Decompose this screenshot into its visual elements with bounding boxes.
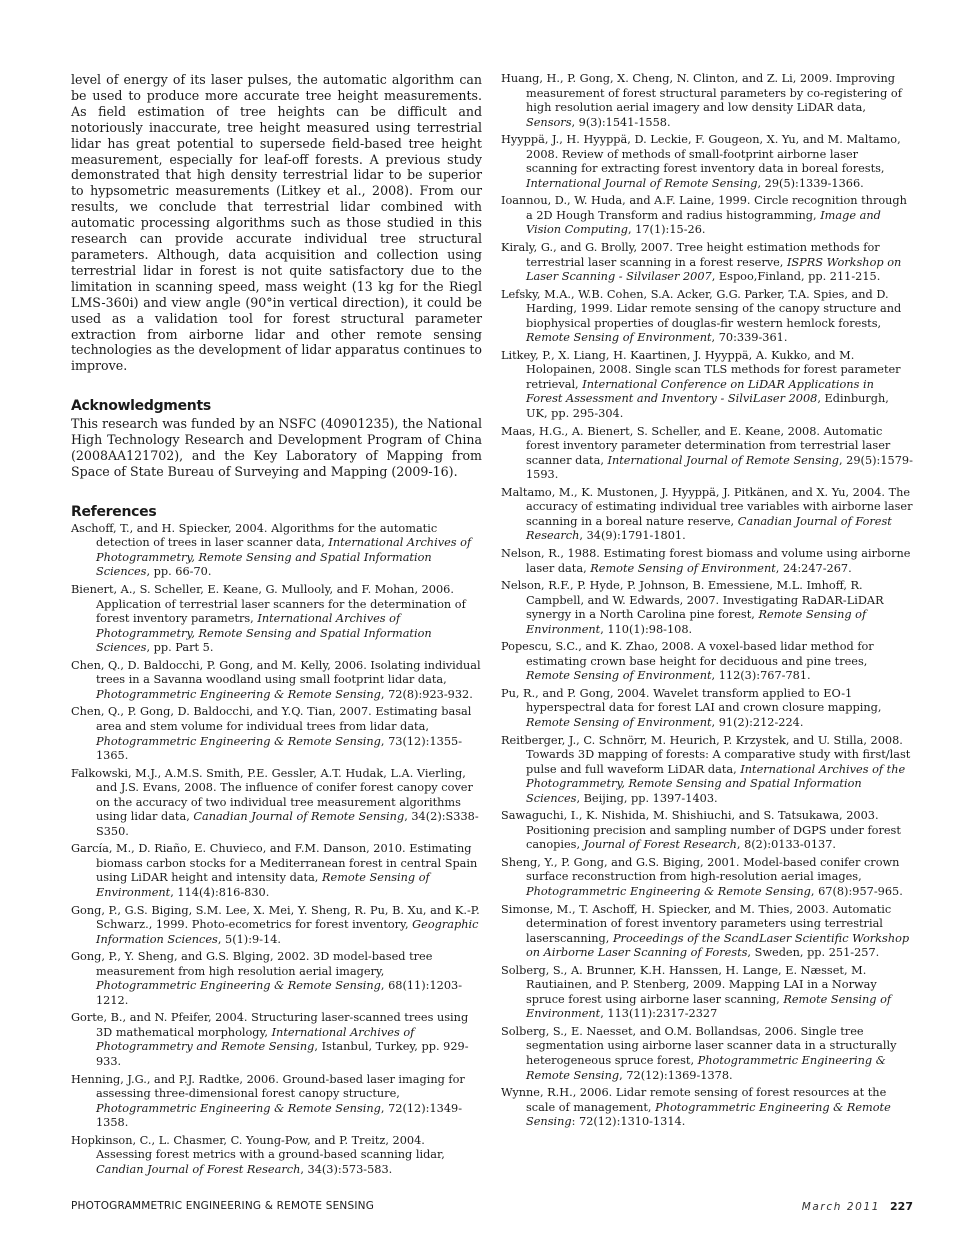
reference-item (71, 1011, 482, 1069)
reference-source: International Archives of the Photogrammetry, Remote Sensing and Spatial Information Sciences (526, 762, 906, 805)
references-heading: References (71, 503, 157, 520)
reference-text: Henning, J.G., and P.J. Radtke, 2006. Ground-based laser imaging for assessing three-dimensional forest canopy structure, (71, 1072, 465, 1101)
reference-item (71, 842, 482, 900)
reference-text: Nelson, R.F., P. Hyde, P. Johnson, B. Emessiene, M.L. Imhoff, R. Campbell, and W. Edwards, 2007. Investigating RaDAR-LiDAR synergy in a North Carolina pine forest, (501, 579, 884, 622)
reference-item (71, 767, 482, 840)
reference-item (501, 903, 913, 961)
reference-text: Hopkinson, C., L. Chasmer, C. Young-Pow, and P. Treitz, 2004. Assessing forest metrics with a ground-based scanning lidar, (71, 1133, 445, 1162)
reference-item (71, 904, 482, 948)
reference-source: Remote Sensing of Environment (526, 331, 712, 345)
reference-text: , 67(8):957-965. (810, 884, 903, 898)
reference-source: ISPRS Workshop on Laser Scanning - Silvilaser 2007 (526, 255, 902, 284)
reference-text: , 114(4):816-830. (170, 885, 270, 899)
reference-text: , Beijing, pp. 1397-1403. (576, 791, 718, 805)
reference-text: , 68(11):1203-1212. (96, 979, 463, 1007)
reference-item (501, 964, 913, 1022)
reference-text: , 34(2):S338-S350. (96, 810, 479, 838)
reference-text: Gong, P., G.S. Biging, S.M. Lee, X. Mei, Y. Sheng, R. Pu, B. Xu, and K.-P. Schwarz., 1999. Photo-ecometrics for forest inventory, (71, 903, 480, 932)
reference-text: , 112(3):767-781. (711, 669, 811, 683)
reference-source: Remote Sensing of Environment (526, 992, 892, 1021)
reference-text: , 17(1):15-26. (627, 223, 706, 237)
reference-text: Nelson, R., 1988. Estimating forest biomass and volume using airborne laser data, (501, 546, 911, 575)
footer-date: March 2011 (801, 1201, 881, 1213)
reference-source: International Archives of Photogrammetry, Remote Sensing and Spatial Information Sciences (96, 536, 472, 579)
reference-source: International Archives of Photogrammetry and Remote Sensing (96, 1025, 415, 1054)
reference-source: International Archives of Photogrammetry, Remote Sensing and Spatial Information Sciences (96, 612, 432, 655)
reference-item (501, 579, 913, 637)
reference-source: Photogrammetric Engineering & Remote Sensing (96, 687, 381, 701)
reference-source: Geographic Information Sciences (96, 918, 479, 946)
reference-source: Photogrammetric Engineering & Remote Sensing (526, 884, 811, 898)
reference-text: Bienert, A., S. Scheller, E. Keane, G. Mullooly, and F. Mohan, 2006. Application of terrestrial laser scanners for the determination of forest inventory parametrs, (71, 583, 466, 626)
reference-source: Journal of Forest Research (583, 838, 737, 852)
reference-text: , pp. Part 5. (146, 641, 214, 655)
reference-text: , 113(11):2317-2327 (600, 1007, 718, 1021)
reference-text: Huang, H., P. Gong, X. Cheng, N. Clinton, and Z. Li, 2009. Improving measurement of forest structural parameters by co-registering of high resolution aerial imagery and low density LiDAR data, (501, 72, 902, 115)
reference-text: García, M., D. Riaño, E. Chuvieco, and F.M. Danson, 2010. Estimating biomass carbon stocks for a Mediterranean forest in central Spain using LiDAR height and intensity data, (71, 842, 478, 885)
reference-item (501, 1086, 913, 1130)
reference-item (501, 425, 913, 483)
references-list-right (501, 72, 913, 1130)
reference-source: Remote Sensing of Environment (526, 669, 712, 683)
reference-source: Sensors (526, 115, 572, 129)
page-number: 227 (890, 1200, 913, 1213)
reference-item (501, 486, 913, 544)
reference-item (501, 288, 913, 346)
acknowledgments-heading: Acknowledgments (71, 398, 211, 415)
reference-text: , 72(12):1349-1358. (96, 1101, 463, 1130)
reference-text: Chen, Q., D. Baldocchi, P. Gong, and M. Kelly, 2006. Isolating individual trees in a Savanna woodland using small footprint lidar data, (71, 658, 481, 687)
reference-source: Remote Sensing of Environment (526, 715, 712, 729)
reference-text: , Sweden, pp. 251-257. (747, 946, 880, 960)
reference-item (71, 659, 482, 703)
reference-text: Maas, H.G., A. Bienert, S. Scheller, and E. Keane, 2008. Automatic forest inventory parameter determination from terrestrial laser scanner data, (501, 424, 891, 467)
reference-text: Sheng, Y., P. Gong, and G.S. Biging, 2001. Model-based conifer crown surface reconstruction from high-resolution aerial images, (501, 855, 900, 884)
reference-source: International Journal of Remote Sensing (607, 453, 839, 467)
reference-text: : 72(12):1310-1314. (571, 1115, 686, 1129)
acknowledgments-text: This research was funded by an NSFC (40901235), the National High Technology Research and Development Program of China (2008AA121702), and the Key Laboratory of Mapping from Space of State Bureau of Surveying and Mapping (2009-16). (71, 416, 482, 479)
reference-text: , 70:339-361. (711, 331, 788, 345)
reference-item (501, 856, 913, 900)
reference-text: , Istanbul, Turkey, pp. 929-933. (96, 1040, 469, 1068)
reference-text: , 73(12):1355-1365. (96, 734, 463, 763)
reference-source: Photogrammetric Engineering & Remote Sensing (96, 979, 381, 993)
reference-item (501, 349, 913, 422)
reference-text: Simonse, M., T. Aschoff, H. Spiecker, and M. Thies, 2003. Automatic determination of forest inventory parameters using terrestrial laserscanning, (501, 902, 892, 945)
reference-item (71, 583, 482, 656)
reference-text: , 91(2):212-224. (711, 715, 804, 729)
reference-item (71, 522, 482, 580)
reference-source: Remote Sensing of Environment (96, 871, 430, 899)
reference-text: Maltamo, M., K. Mustonen, J. Hyyppä, J. Pitkänen, and X. Yu, 2004. The accuracy of estimating individual tree variables with airborne laser scanning in a boreal nature reserve, (501, 485, 913, 528)
reference-item (71, 705, 482, 763)
reference-text: , 8(2):0133-0137. (736, 838, 836, 852)
reference-text: Sawaguchi, I., K. Nishida, M. Shishiuchi, and S. Tatsukawa, 2003. Positioning precision and sampling number of DGPS under forest canopies, (501, 809, 901, 852)
reference-item (71, 1134, 482, 1178)
reference-text: Pu, R., and P. Gong, 2004. Wavelet transform applied to EO-1 hyperspectral data for forest LAI and crown closure mapping, (501, 686, 882, 715)
reference-item (501, 194, 913, 238)
reference-text: Gorte, B., and N. Pfeifer, 2004. Structuring laser-scanned trees using 3D mathematical morphology, (71, 1011, 469, 1039)
reference-text: , 29(5):1339-1366. (757, 176, 864, 190)
reference-item (71, 950, 482, 1008)
reference-text: , 5(1):9-14. (217, 932, 281, 946)
reference-item (501, 734, 913, 807)
reference-text: Chen, Q., P. Gong, D. Baldocchi, and Y.Q. Tian, 2007. Estimating basal area and stem volume for individual trees from lidar data, (71, 705, 472, 733)
reference-text: Solberg, S., A. Brunner, K.H. Hanssen, H. Lange, E. Næsset, M. Rautiainen, and P. Stenberg, 2009. Mapping LAI in a Norway spruce forest using airborne laser scanning, (501, 963, 877, 1006)
reference-item (501, 640, 913, 684)
reference-source: Image and Vision Computing (526, 208, 881, 237)
reference-source: Candian Journal of Forest Research (96, 1162, 301, 1176)
reference-source: Canadian Journal of Forest Research (526, 514, 892, 543)
reference-text: Solberg, S., E. Naesset, and O.M. Bollandsas, 2006. Single tree segmentation using airborne laser scanner data in a structurally heterogeneous spruce forest, (501, 1024, 897, 1067)
reference-text: , Espoo,Finland, pp. 211-215. (711, 270, 881, 284)
reference-text: , 24:247-267. (775, 561, 852, 575)
reference-text: , 29(5):1579-1593. (526, 453, 913, 482)
reference-item (71, 1073, 482, 1131)
reference-source: Photogrammetric Engineering & Remote Sensing (96, 1101, 381, 1115)
reference-source: International Journal of Remote Sensing (526, 176, 758, 190)
reference-text: , pp. 66-70. (146, 565, 212, 579)
reference-item (501, 809, 913, 853)
reference-text: , 72(12):1369-1378. (619, 1068, 733, 1082)
reference-source: Remote Sensing of Environment (590, 561, 776, 575)
reference-text: Falkowski, M.J., A.M.S. Smith, P.E. Gessler, A.T. Hudak, L.A. Vierling, and J.S. Evans, 2008. The influence of conifer forest canopy cover on the accuracy of two individual tree measurement algorithms using lidar data, (71, 766, 473, 824)
reference-text: Ioannou, D., W. Huda, and A.F. Laine, 1999. Circle recognition through a 2D Hough Transform and radius histogramming, (501, 194, 907, 222)
reference-text: Kiraly, G., and G. Brolly, 2007. Tree height estimation methods for terrestrial laser scanning in a forest reserve, (501, 241, 880, 269)
reference-item (501, 72, 913, 130)
reference-item (501, 133, 913, 191)
reference-source: Photogrammetric Engineering & Remote Sensing (96, 734, 381, 748)
reference-source: Photogrammetric Engineering & Remote Sensing (526, 1100, 891, 1129)
reference-item (501, 241, 913, 285)
reference-text: , 72(8):923-932. (380, 687, 473, 701)
reference-source: Photogrammetric Engineering & Remote Sensing (526, 1054, 886, 1082)
reference-text: , 34(3):573-583. (300, 1162, 393, 1176)
intro-paragraph: level of energy of its laser pulses, the automatic algorithm can be used to produce more accurate tree height measurements. As field estimation of tree heights can be difficult and notoriously inaccurate, tree height measured using terrestrial lidar has great potential to supersede field-based tree height measurement, especially for leaf-off forests. A previous study demonstrated that high density terrestrial lidar to be superior to hypsometric measurements (Litkey et al., 2008). From our results, we conclude that terrestrial lidar combined with automatic processing algorithms such as those studied in this research can provide accurate individual tree structural parameters. Although, data acquisition and collection using terrestrial lidar in forest is not quite satisfactory due to the limitation in scanning speed, mass weight (13 kg for the Riegl LMS-360i) and view angle (90°in vertical direction), it could be used as a validation tool for forest structural parameter extraction from airborne lidar and other remote sensing technologies as the development of lidar apparatus continues to improve. (71, 72, 482, 374)
reference-text: , Edinburgh, UK, pp. 295-304. (526, 392, 889, 421)
reference-text: Wynne, R.H., 2006. Lidar remote sensing of forest resources at the scale of management, (501, 1086, 887, 1114)
reference-source: Canadian Journal of Remote Sensing (193, 810, 405, 824)
reference-text: , 9(3):1541-1558. (571, 115, 671, 129)
reference-text: Lefsky, M.A., W.B. Cohen, S.A. Acker, G.G. Parker, T.A. Spies, and D. Harding, 1999. Lidar remote sensing of the canopy structure and biophysical properties of douglas-fir western hemlock forests, (501, 287, 902, 330)
footer-journal-name: PHOTOGRAMMETRIC ENGINEERING & REMOTE SENSING (71, 1200, 375, 1212)
left-column (71, 72, 482, 1180)
reference-text: , 34(9):1791-1801. (579, 529, 686, 543)
reference-source: Remote Sensing of Environment (526, 608, 867, 636)
reference-text: Popescu, S.C., and K. Zhao, 2008. A voxel-based lidar method for estimating crown base height for deciduous and pine trees, (501, 640, 874, 668)
reference-item (501, 687, 913, 731)
footer-right (802, 1200, 913, 1213)
reference-source: International Conference on LiDAR Applications in Forest Assessment and Inventory - SilviLaser 2008 (526, 377, 874, 406)
reference-text: Gong, P., Y. Sheng, and G.S. Blging, 2002. 3D model-based tree measurement from high resolution aerial imagery, (71, 950, 433, 978)
reference-text: Aschoff, T., and H. Spiecker, 2004. Algorithms for the automatic detection of trees in laser scanner data, (71, 521, 438, 550)
references-list-left (71, 522, 482, 1178)
reference-source: Proceedings of the ScandLaser Scientific Workshop on Airborne Laser Scanning of Forests (526, 931, 910, 960)
reference-item (501, 547, 913, 576)
reference-text: Hyyppä, J., H. Hyyppä, D. Leckie, F. Gougeon, X. Yu, and M. Maltamo, 2008. Review of methods of small-footprint airborne laser scanning for extracting forest inventory data in boreal forests, (501, 133, 901, 176)
reference-text: Reitberger, J., C. Schnörr, M. Heurich, P. Krzystek, and U. Stilla, 2008. Towards 3D mapping of forests: A comparative study with first/last pulse and full waveform LiDAR data, (501, 733, 911, 776)
reference-text: , 110(1):98-108. (600, 622, 693, 636)
reference-item (501, 1025, 913, 1083)
reference-text: Litkey, P., X. Liang, H. Kaartinen, J. Hyyppä, A. Kukko, and M. Holopainen, 2008. Single scan TLS methods for forest parameter retrieval, (501, 348, 901, 391)
right-column (501, 72, 913, 1133)
